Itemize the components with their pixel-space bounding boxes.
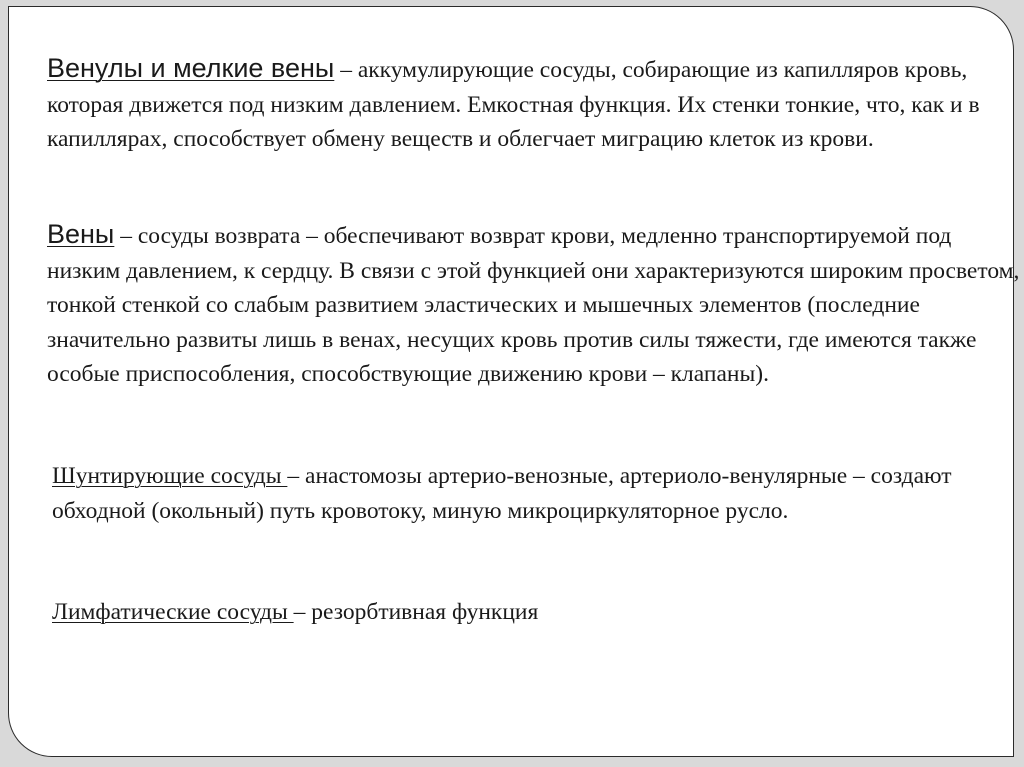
term-shunt-vessels: Шунтирующие сосуды: [52, 463, 288, 489]
text-venules: – аккумулирующие сосуды, собирающие из капилляров кровь, которая движется под низким давлением. Емкостная функция. Их стенки тонкие, что, как и в капиллярах, способствует обмену веществ и облегчает миграцию клеток из крови.: [47, 57, 980, 152]
text-shunt-vessels: – анастомозы артерио-венозные, артериоло-венулярные – создают обходной (окольный) путь кровотоку, миную микроциркуляторное русло.: [52, 463, 952, 524]
text-veins: – сосуды возврата – обеспечивают возврат крови, медленно транспортируемой под низким давлением, к сердцу. В связи с этой функцией они характеризуются широким просветом, тонкой стенкой со слабым развитием эластических и мышечных элементов (последние значительно развиты лишь в венах, несущих кровь против силы тяжести, где имеются также особые приспособления, способствующие движению крови – клапаны).: [47, 223, 1020, 387]
term-venules: Венулы и мелкие вены: [47, 53, 335, 83]
slide-panel: [8, 6, 1020, 757]
paragraph-shunt-vessels: [52, 459, 952, 528]
paragraph-veins: [47, 217, 1024, 392]
term-lymphatic-vessels: Лимфатические сосуды: [52, 599, 294, 625]
term-veins: Вены: [47, 219, 115, 249]
text-lymphatic-vessels: – резорбтивная функция: [293, 599, 539, 625]
paragraph-lymphatic-vessels: [52, 595, 952, 630]
paragraph-venules: [47, 51, 1007, 157]
